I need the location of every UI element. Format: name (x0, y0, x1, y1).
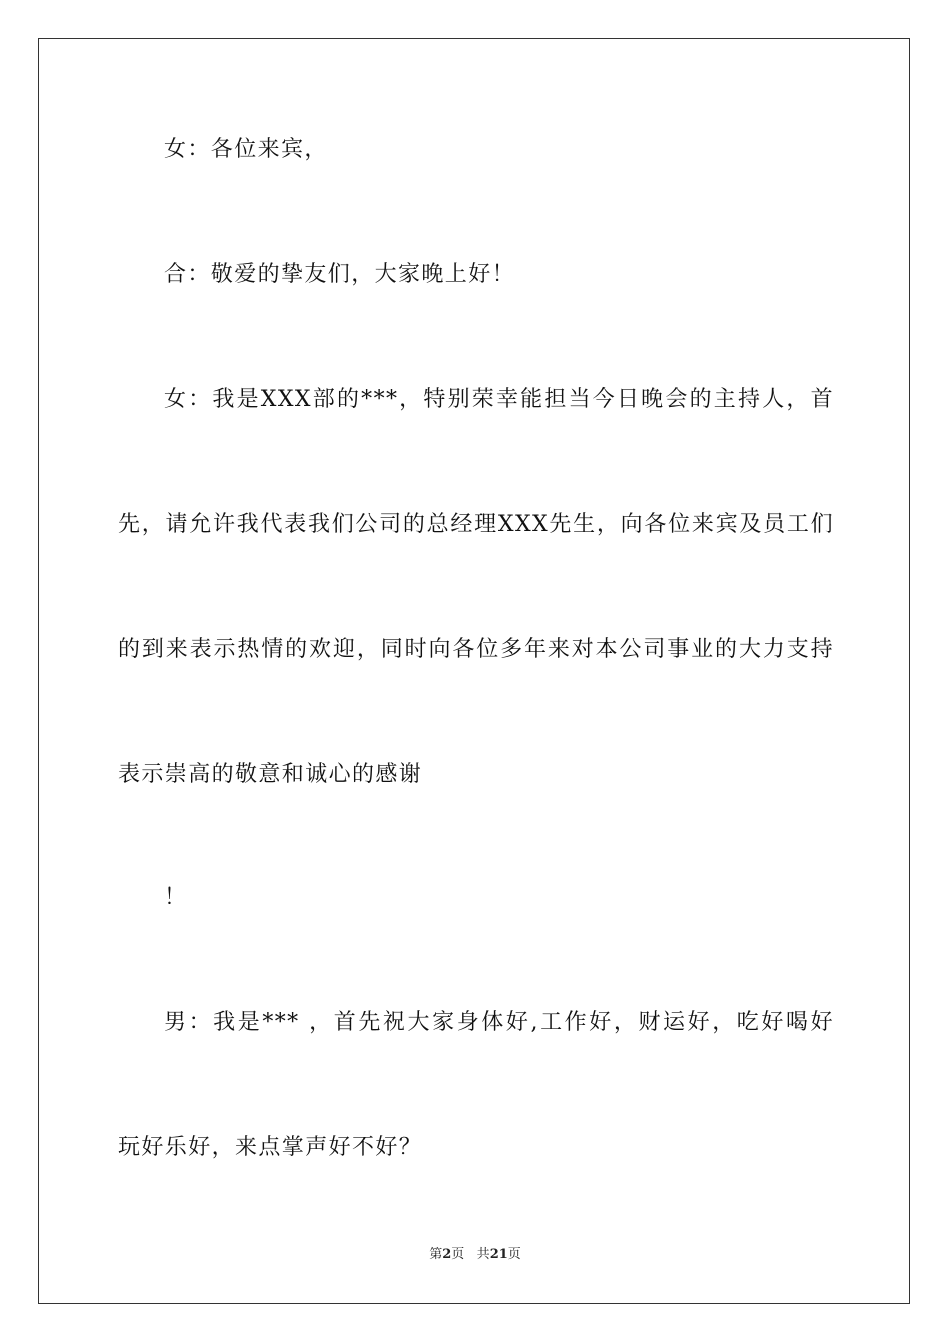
page-footer (0, 1246, 950, 1264)
paragraph-line: 女：各位来宾， (164, 137, 328, 162)
paragraph-line: 表示崇高的敬意和诚心的感谢 (118, 762, 423, 787)
paragraph-line: 男：我是*** ，首先祝大家身体好,工作好，财运好，吃好喝好 (164, 1010, 834, 1035)
page-suffix: 页 (451, 1247, 465, 1262)
page-number: 2 (442, 1247, 452, 1262)
paragraph-line: 先，请允许我代表我们公司的总经理XXX先生，向各位来宾及员工们 (118, 512, 834, 537)
total-prefix: 共 (476, 1247, 490, 1262)
paragraph-line: 女：我是XXX部的***，特别荣幸能担当今日晚会的主持人，首 (164, 387, 834, 412)
total-suffix: 页 (507, 1247, 521, 1262)
paragraph-line: ！ (164, 885, 188, 910)
paragraph-line: 合：敬爱的挚友们，大家晚上好！ (164, 262, 516, 287)
paragraph-line: 的到来表示热情的欢迎，同时向各位多年来对本公司事业的大力支持 (118, 637, 834, 662)
page-prefix: 第 (429, 1247, 443, 1262)
total-pages: 21 (489, 1247, 508, 1262)
page-border (38, 38, 910, 1304)
paragraph-line: 玩好乐好，来点掌声好不好？ (118, 1135, 423, 1160)
